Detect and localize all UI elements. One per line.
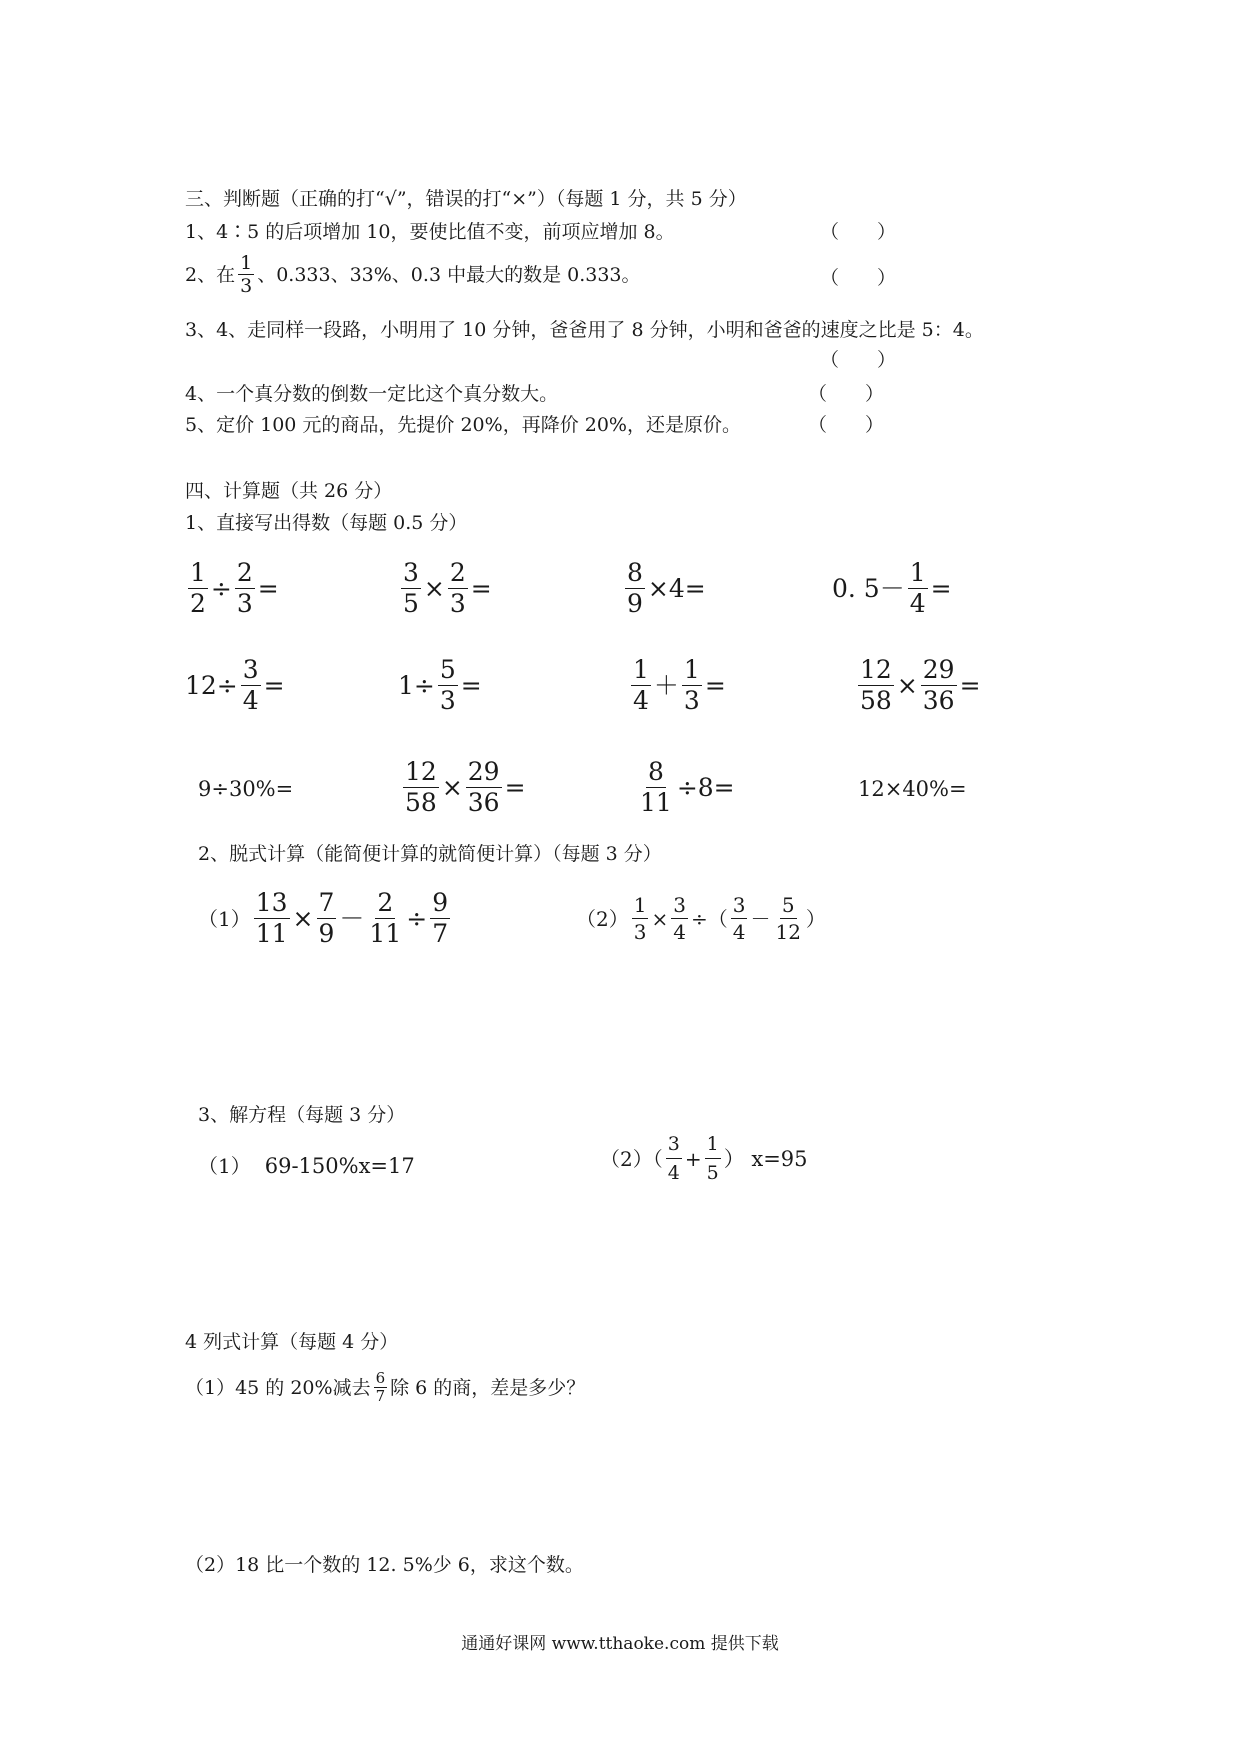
operator: × [896,670,918,700]
operator: × [423,573,445,603]
expression-rest: ×4= [647,573,706,603]
problem-label: （1） [198,1154,251,1178]
denominator: 58 [405,788,437,817]
denominator: 58 [860,686,892,715]
denominator: 5 [706,1162,719,1184]
judge-q2-suffix: 、0.333、33%、0.3 中最大的数是 0.333。 [257,263,641,286]
answer-bracket-q3[interactable]: （ ） [820,349,897,371]
stepwise-problem-1 [198,888,453,949]
expression-rest: ÷8= [676,772,735,802]
denominator: 11 [369,919,402,948]
fraction [858,655,894,716]
equals: = [704,670,726,700]
judge-q5: 5、定价 100 元的商品，先提价 20%，再降价 20%，还是原价。 [185,414,741,436]
numerator: 1 [240,252,253,274]
expression: 12×40%= [858,777,967,801]
page-footer: 通通好课网 www.tthaoke.com 提供下载 [461,1634,779,1654]
judge-q2-prefix: 2、在 [185,263,236,286]
denominator: 3 [236,589,253,618]
equals: = [257,573,279,603]
fraction [705,1130,721,1187]
part2-title: 2、脱式计算（能简便计算的就简便计算）（每题 3 分） [198,843,662,865]
fraction [638,757,674,818]
problem-label: （2）（ [600,1146,663,1171]
numerator: 12 [860,655,892,684]
direct-calc-10 [400,757,526,818]
equation-rest: ） x=95 [723,1146,808,1171]
numerator: 2 [236,558,253,587]
section3-title: 三、判断题（正确的打“√”，错误的打“×”）（每题 1 分，共 5 分） [185,188,747,210]
direct-calc-1 [185,558,279,619]
direct-calc-11 [635,757,735,818]
numerator: 8 [627,558,643,587]
fraction [241,655,261,716]
fraction [632,892,649,945]
fraction [438,655,458,716]
problem-label: （2） [576,906,629,931]
operator: ÷ [406,903,428,933]
equation-text: 69-150%x=17 [264,1154,415,1178]
direct-calc-6 [398,655,482,716]
numerator: 3 [673,893,686,917]
numerator: 9 [432,888,449,917]
numerator: 29 [922,655,955,684]
fraction [682,655,702,716]
equals: = [504,772,526,802]
denominator: 7 [432,919,449,948]
equals: = [930,573,952,603]
operator: ÷ [210,573,232,603]
denominator: 3 [683,686,700,715]
operator: ＋ [653,670,679,700]
expression-prefix: 1÷ [398,670,435,700]
denominator: 11 [640,788,672,817]
expression-prefix: 0. 5－ [832,573,905,603]
fraction [367,888,403,949]
direct-calc-12 [858,757,967,821]
denominator: 5 [403,589,419,618]
part4-title: 4 列式计算（每题 4 分） [185,1331,399,1353]
denominator: 4 [732,920,746,944]
denominator: 3 [439,686,456,715]
fraction [666,1130,682,1187]
numerator: 1 [909,558,926,587]
direct-calc-5 [185,655,285,716]
numerator: 3 [732,893,746,917]
fraction [625,558,645,619]
equation-1 [198,1151,415,1181]
answer-bracket-q2[interactable]: （ ） [820,267,897,289]
fraction [773,892,802,945]
fraction [188,558,208,619]
numerator: 2 [377,888,394,917]
numerator: 13 [255,888,288,917]
operator: － [339,903,365,933]
fraction [254,888,290,949]
part3-title: 3、解方程（每题 3 分） [198,1104,406,1126]
numerator: 5 [781,893,795,917]
denominator: 11 [255,919,288,948]
numerator: 2 [449,558,466,587]
denominator: 12 [775,920,801,944]
answer-bracket-q4[interactable]: （ ） [808,383,885,405]
numerator: 1 [705,1130,721,1159]
problem-label: （1） [198,906,251,931]
numerator: 1 [633,655,649,684]
word-problem-1-suffix: 除 6 的商，差是多少？ [390,1376,586,1399]
answer-bracket-q1[interactable]: （ ） [820,221,897,243]
fraction [401,558,421,619]
operator: － [750,906,771,931]
denominator: 4 [242,686,259,715]
denominator: 36 [922,686,955,715]
direct-calc-9 [198,757,293,821]
operator: × [441,772,463,802]
stepwise-problem-2 [576,892,826,945]
denominator: 9 [318,919,335,948]
numerator: 3 [666,1130,682,1159]
fraction [317,888,337,949]
numerator: 29 [467,757,500,786]
denominator: 3 [240,275,253,297]
direct-calc-2 [398,558,492,619]
expression-prefix: 12÷ [185,670,238,700]
numerator: 3 [242,655,259,684]
denominator: 3 [633,920,647,944]
fraction [921,655,957,716]
equals: = [263,670,285,700]
numerator: 6 [375,1369,386,1387]
numerator: 1 [683,655,700,684]
denominator: 3 [449,589,466,618]
numerator: 8 [647,757,664,786]
numerator: 12 [405,757,437,786]
fraction [238,252,254,297]
operator: × [292,903,314,933]
numerator: 1 [633,893,647,917]
numerator: 7 [318,888,335,917]
equals: = [460,670,482,700]
part1-title: 1、直接写出得数（每题 0.5 分） [185,512,468,534]
fraction [466,757,502,818]
fraction [403,757,439,818]
word-problem-1 [185,1370,585,1405]
judge-q1: 1、4∶5 的后项增加 10，要使比值不变，前项应增加 8。 [185,221,675,243]
denominator: 4 [667,1162,680,1184]
fraction [235,558,255,619]
fraction [671,892,688,945]
numerator: 1 [190,558,206,587]
operator: × [651,906,669,931]
judge-q3: 3、4、走同样一段路，小明用了 10 分钟，爸爸用了 8 分钟，小明和爸爸的速度之比是 5：4。 [185,319,984,341]
direct-calc-8 [855,655,981,716]
denominator: 4 [633,686,649,715]
denominator: 7 [375,1387,386,1405]
denominator: 2 [190,589,206,618]
word-problem-2: （2）18 比一个数的 12. 5%少 6，求这个数。 [185,1554,584,1576]
judge-q2 [185,252,641,297]
equation-2 [600,1130,808,1187]
fraction [908,558,928,619]
operator: ÷（ [690,906,728,931]
word-problem-1-prefix: （1）45 的 20%减去 [185,1376,371,1399]
fraction [631,655,651,716]
equals: = [959,670,981,700]
direct-calc-3 [622,558,706,619]
judge-q4: 4、一个真分数的倒数一定比这个真分数大。 [185,383,559,405]
numerator: 5 [439,655,456,684]
direct-calc-4 [832,558,952,619]
fraction [731,892,748,945]
section4-title: 四、计算题（共 26 分） [185,480,393,502]
operator: + [684,1146,702,1171]
numerator: 3 [403,558,419,587]
fraction [448,558,468,619]
denominator: 4 [909,589,926,618]
equals: = [470,573,492,603]
denominator: 36 [467,788,500,817]
fraction [430,888,450,949]
denominator: 9 [627,589,643,618]
fraction [374,1370,388,1405]
answer-bracket-q5[interactable]: （ ） [808,414,885,436]
direct-calc-7 [628,655,726,716]
expression: 9÷30%= [198,777,294,801]
closing-paren: ） [805,906,826,931]
denominator: 4 [673,920,686,944]
